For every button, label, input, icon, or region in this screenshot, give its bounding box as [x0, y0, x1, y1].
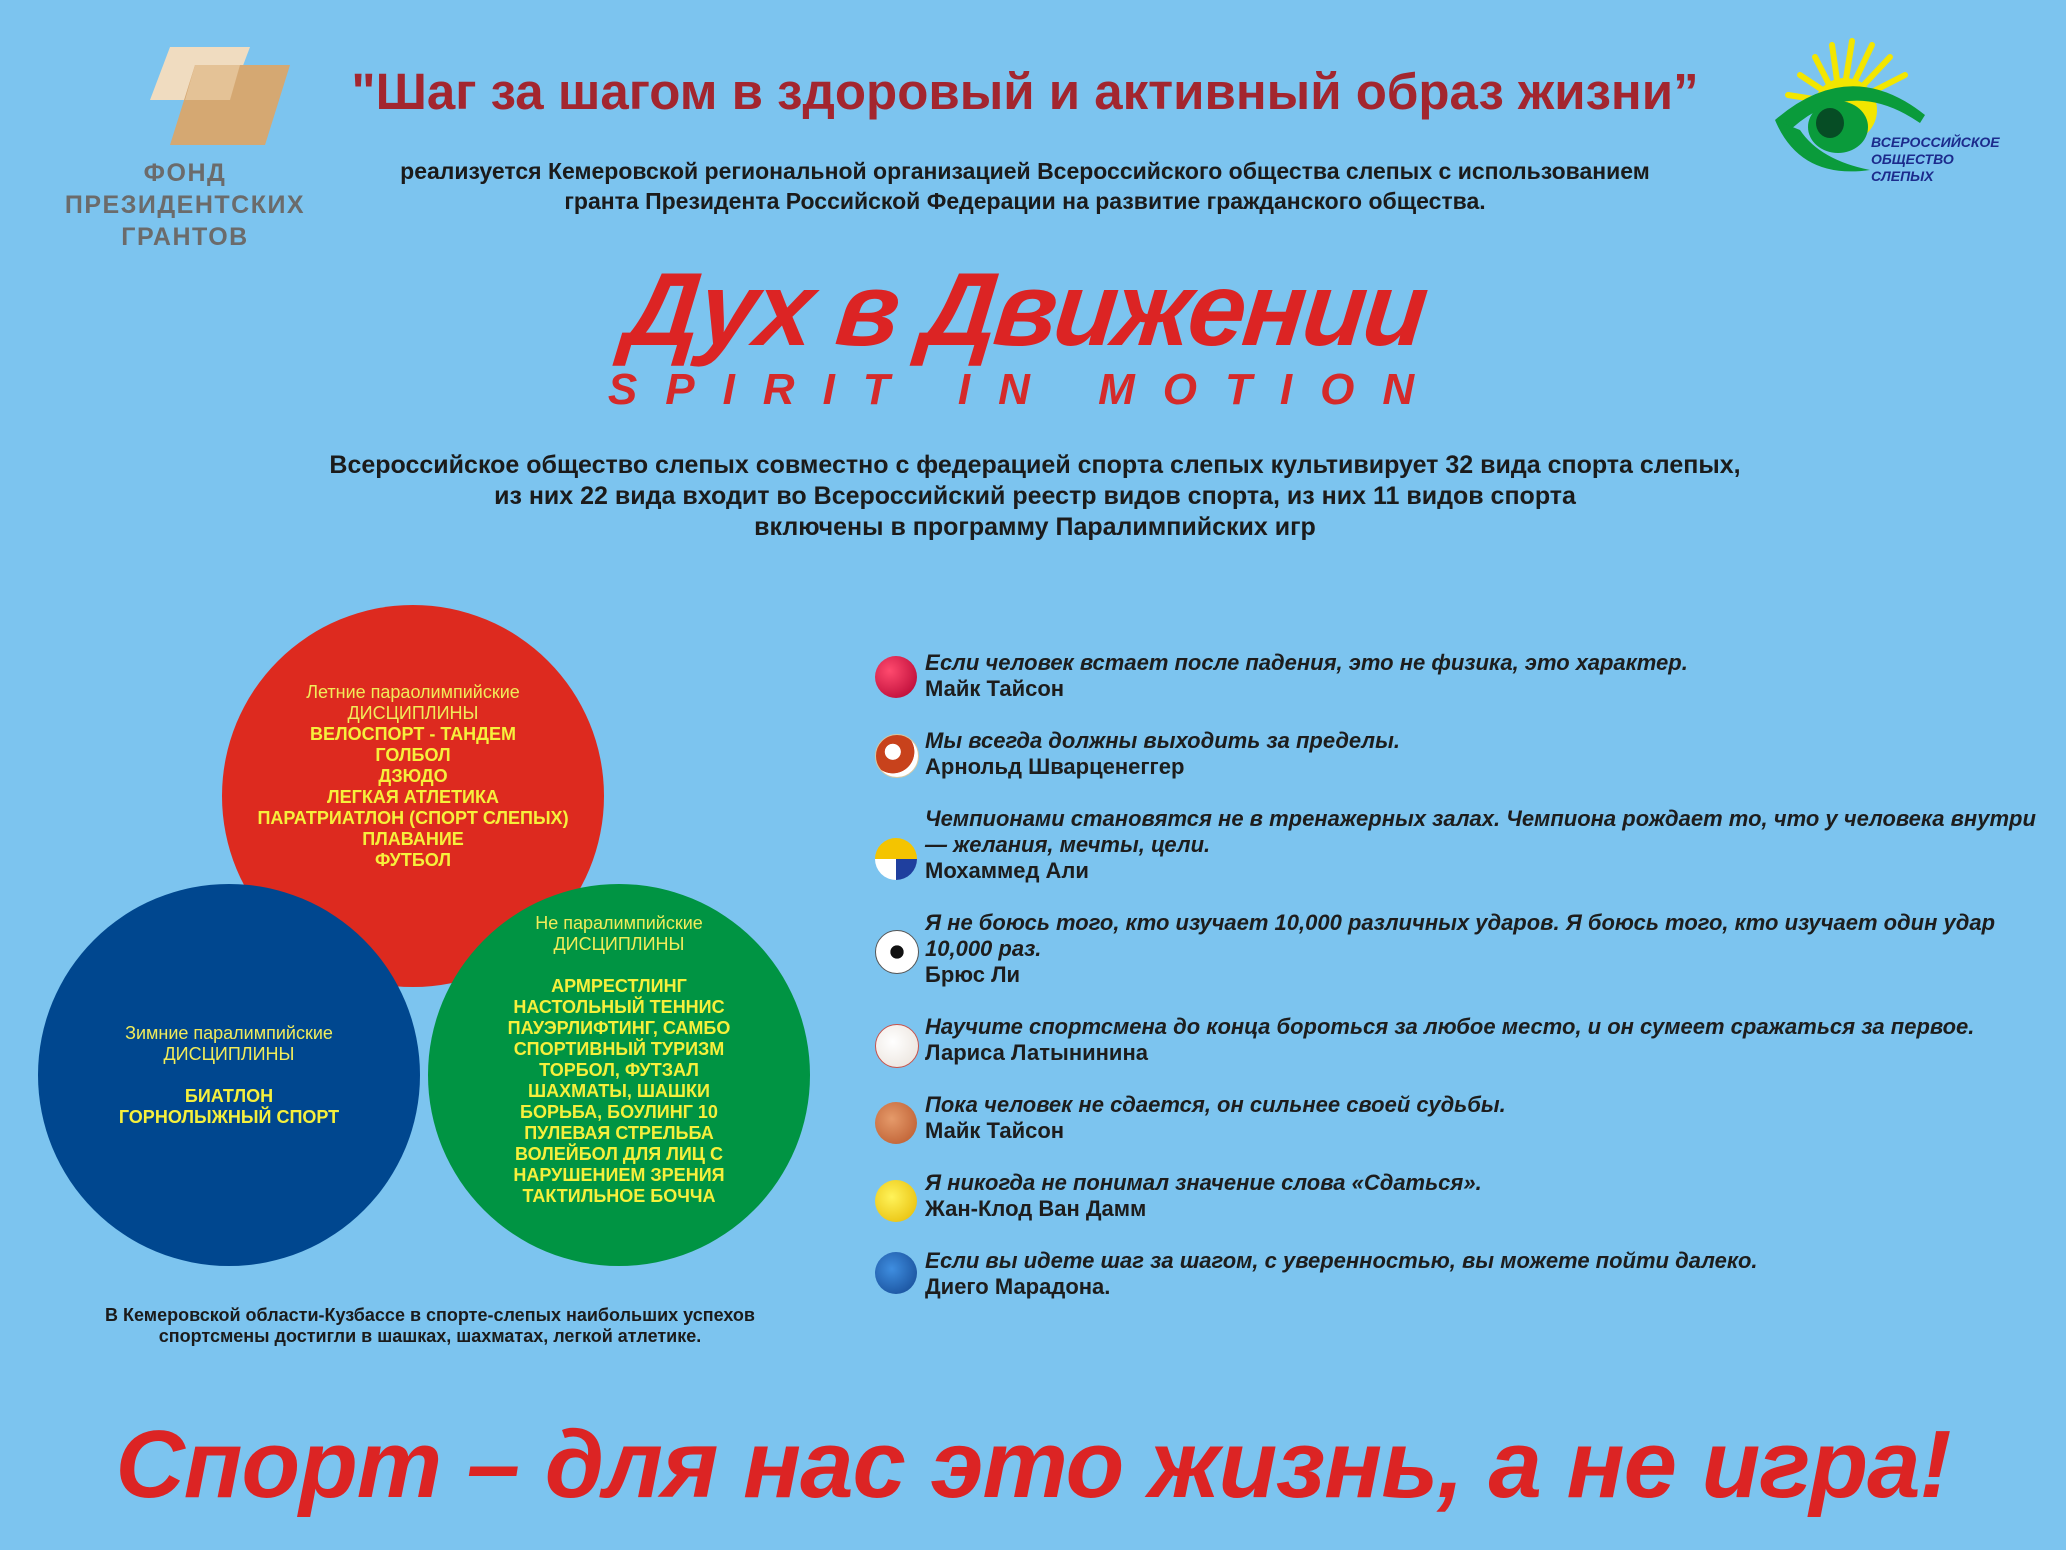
note-line: спортсмены достигли в шашках, шахматах, легкой атлетике. [158, 1326, 702, 1346]
brand-title-ru: Дух в Движении [619, 252, 1431, 368]
quote-author: Арнольд Шварценеггер [925, 754, 1185, 779]
volleyball-icon [875, 838, 917, 880]
project-subtitle [300, 156, 1750, 216]
presidential-grants-text: ФОНД ПРЕЗИДЕНТСКИХ ГРАНТОВ [64, 159, 306, 251]
society-of-blind-text: ВСЕРОССИЙСКОЕ ОБЩЕСТВО СЛЕПЫХ [1871, 134, 2000, 184]
quote-author: Брюс Ли [925, 962, 1021, 987]
bowling-ball-icon [875, 656, 917, 698]
circle-heading: ДИСЦИПЛИНЫ [553, 934, 685, 954]
intro-line: из них 22 вида входит во Всероссийский реестр видов спорта, из них 11 видов спорта [494, 482, 1576, 510]
quote-author: Лариса Латынинина [925, 1040, 1148, 1065]
subtitle-line: реализуется Кемеровской региональной организацией Всероссийского общества слепых с использованием [400, 158, 1650, 184]
quote-author: Жан-Клод Ван Дамм [925, 1196, 1147, 1221]
winter-disciplines-circle [38, 884, 420, 1266]
quote-text: Научите спортсмена до конца бороться за любое место, и он сумеет сражаться за первое. [925, 1014, 1975, 1039]
kuzbass-note [50, 1305, 810, 1347]
circle-discipline-list: БИАТЛОН ГОРНОЛЫЖНЫЙ СПОРТ [118, 1085, 340, 1127]
slogan: Спорт – для нас это жизнь, а не игра! [115, 1411, 1951, 1518]
tennis-ball-icon [875, 1180, 917, 1222]
presidential-grants-mark-icon [140, 45, 290, 155]
quote-author: Майк Тайсон [925, 1118, 1065, 1143]
quote-text: Я никогда не понимал значение слова «Сдаться». [925, 1170, 1482, 1195]
circle-heading: ДИСЦИПЛИНЫ [347, 702, 479, 723]
quote-text: Мы всегда должны выходить за пределы. [925, 728, 1401, 753]
presidential-grants-logo [40, 45, 330, 255]
intro-text [220, 450, 1850, 543]
note-line: В Кемеровской области-Кузбассе в спорте-слепых наибольших успехов [105, 1305, 755, 1325]
project-title: "Шаг за шагом в здоровый и активный образ жизни” [351, 63, 1699, 120]
quote-author: Мохаммед Али [925, 858, 1089, 883]
quote-text: Я не боюсь того, кто изучает 10,000 различных ударов. Я боюсь того, кто изучает один удар 10,000 раз. [925, 910, 1996, 961]
circle-discipline-list: АРМРЕСТЛИНГ НАСТОЛЬНЫЙ ТЕННИС ПАУЭРЛИФТИНГ, САМБО СПОРТИВНЫЙ ТУРИЗМ ТОРБОЛ, ФУТЗАЛ ШАХМАТЫ, ШАШКИ БОРЬБА, БОУЛИНГ 10 ПУЛЕВАЯ СТРЕЛЬБА ВОЛЕЙБОЛ ДЛЯ ЛИЦ С НАРУШЕНИЕМ ЗРЕНИЯ ТАКТИЛЬНОЕ БОЧЧА [507, 976, 731, 1206]
quote-text: Пока человек не сдается, он сильнее своей судьбы. [925, 1092, 1506, 1117]
circle-heading: ДИСЦИПЛИНЫ [163, 1043, 295, 1064]
circle-heading: Не паралимпийские [535, 913, 703, 933]
quote-author: Майк Тайсон [925, 676, 1065, 701]
non-paralympic-disciplines-circle [428, 884, 810, 1266]
quote-text: Если человек встает после падения, это не физика, это характер. [925, 650, 1688, 675]
quote-author: Диего Марадона. [925, 1274, 1111, 1299]
quote-text: Чемпионами становятся не в тренажерных залах. Чемпиона рождает то, что у человека внутри — желания, мечты, цели. [925, 806, 2036, 857]
society-of-blind-logo [1760, 35, 2010, 185]
brand-title-en: SPIRIT IN MOTION [607, 365, 1443, 414]
soccer-ball-icon [875, 930, 919, 974]
circle-discipline-list: ВЕЛОСПОРТ - ТАНДЕМ ГОЛБОЛ ДЗЮДО ЛЕГКАЯ АТЛЕТИКА ПАРАТРИАТЛОН (СПОРТ СЛЕПЫХ) ПЛАВАНИЕ ФУТБОЛ [257, 723, 569, 870]
intro-line: включены в программу Паралимпийских игр [754, 513, 1316, 541]
futsal-ball-icon [875, 734, 919, 778]
subtitle-line: гранта Президента Российской Федерации на развитие гражданского общества. [564, 188, 1486, 214]
baseball-icon [875, 1024, 919, 1068]
circle-heading: Зимние паралимпийские [125, 1022, 333, 1043]
quote-text: Если вы идете шаг за шагом, с уверенностью, вы можете пойти далеко. [925, 1248, 1758, 1273]
intro-line: Всероссийское общество слепых совместно с федерацией спорта слепых культивирует 32 вида спорта слепых, [329, 451, 1741, 479]
goalball-icon [875, 1252, 917, 1294]
basketball-icon [875, 1102, 917, 1144]
circle-heading: Летние параолимпийские [306, 681, 520, 702]
